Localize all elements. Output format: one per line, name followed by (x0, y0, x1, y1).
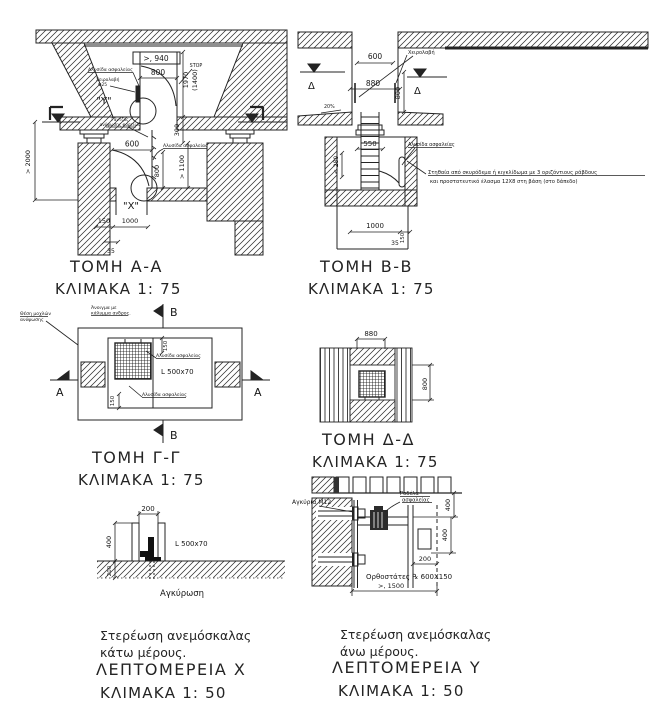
dim-200: 200 (418, 555, 432, 563)
section-aa-drawing (0, 10, 300, 260)
dim-slab-300: 300 (173, 123, 181, 137)
dim-room-opening: 600 (124, 139, 140, 149)
label-uprights: Ορθοστάτες ℞ 600Χ150 (366, 573, 453, 581)
stop-label: STOP (189, 64, 203, 69)
detail-y-drawing (290, 465, 540, 610)
dim-base-150: 150 (97, 217, 111, 225)
dim-550: 550 (363, 140, 377, 148)
dim-1000: 1000 (366, 222, 384, 230)
dim-height-total: 1970 (182, 71, 190, 89)
section-bb-scale: ΚΛΙΜΑΚΑ 1: 75 (308, 280, 435, 298)
dim-top-clear: >, 940 (143, 54, 169, 63)
section-a-marker-right: A (254, 386, 262, 399)
label-washer-1: Ροδέλα (400, 491, 419, 497)
section-aa-scale: ΚΛΙΜΑΚΑ 1: 75 (55, 280, 182, 298)
detail-y-caption-1: Στερέωση ανεμόσκαλας (340, 627, 492, 642)
dd-structure (320, 348, 412, 422)
dim-base-1000: 1000 (121, 217, 139, 225)
detail-x-title: ΛΕΠΤΟΜΕΡΕΙΑ Χ (96, 660, 247, 679)
section-dd-drawing (315, 325, 485, 440)
section-b-marker-top: B (170, 306, 178, 319)
detail-y-reference: "Υ" (96, 96, 112, 107)
dim-1500: >, 1500 (378, 582, 405, 590)
dim-280: < 280 (333, 155, 340, 175)
label-safety-chain: Αλυσίδα ασφαλείας (408, 143, 455, 148)
label-handle: Χειρολαβή (408, 50, 435, 56)
dim-150: 150 (400, 232, 406, 244)
detail-y-scale: ΚΛΙΜΑΚΑ 1: 50 (338, 682, 465, 700)
label-angle-profile: L 500x70 (161, 368, 194, 376)
bb-structure (298, 32, 648, 249)
bb-texts (308, 49, 597, 247)
section-delta-marker-left: Δ (308, 81, 315, 92)
label-safety-chain-upper: Αλυσίδα ασφαλείας (88, 68, 133, 73)
dim-top-opening: 800 (150, 68, 166, 77)
section-bb-title: ΤΟΜΗ Β-Β (320, 257, 414, 276)
label-anchoring: Αγκύρωση (160, 589, 205, 599)
label-washer-2: ασφαλείας (402, 497, 430, 504)
note-line-2: και προστατευτικό έλασμα 12Χ8 στη βάση (στο δάπεδο) (430, 179, 578, 185)
label-angle-profile: L 500x70 (175, 540, 208, 548)
section-b-marker-bottom: B (170, 429, 178, 442)
section-bb-drawing (295, 25, 653, 260)
dim-room-clear: > 1100 (178, 154, 186, 180)
detail-x-reference: "Χ" (122, 201, 140, 212)
section-dd-title: ΤΟΜΗ Δ-Δ (322, 430, 415, 449)
aa-structure (36, 30, 287, 255)
dim-880: 880 (365, 79, 381, 88)
section-dd-scale: ΚΛΙΜΑΚΑ 1: 75 (312, 453, 439, 471)
detail-x-caption-2: κάτω μέρους. (100, 645, 187, 660)
detail-x-drawing (60, 485, 295, 605)
aa-texts (24, 54, 208, 255)
section-cc-title: ΤΟΜΗ Γ-Γ (92, 448, 181, 467)
label-hook-1: Γάντζος (111, 117, 129, 122)
dim-400-b: 400 (441, 528, 449, 542)
label-chain-b: Αλυσίδα ασφαλείας (142, 393, 187, 398)
label-levers-2: ανύψωσης (20, 318, 44, 323)
dx-structure (97, 523, 285, 580)
label-opening-1: Άνοιγμα με (91, 306, 117, 311)
label-handle-1: Χειρολαβή (96, 78, 120, 83)
label-safety-chain-lower: Αλυσίδα ασφαλείας (163, 144, 208, 149)
dim-200-embed: 200 (107, 565, 113, 577)
dim-room-height: 800 (153, 164, 161, 178)
label-levers-1: Θέση μοχλών (20, 312, 51, 317)
dim-400-a: 400 (444, 498, 452, 512)
section-cc-scale: ΚΛΙΜΑΚΑ 1: 75 (78, 471, 205, 489)
dim-400: 400 (105, 535, 113, 549)
dim-150-bottom: 150 (110, 395, 116, 407)
section-aa-title: ΤΟΜΗ Α-Α (70, 257, 163, 276)
dy-structure (312, 477, 462, 588)
detail-x-scale: ΚΛΙΜΑΚΑ 1: 50 (100, 684, 227, 702)
note-line-1: Στηθαία από σκυρόδεμα ή κιγκλίδωμα με 3 οριζόντιους ράβδους (428, 170, 598, 176)
section-a-marker-left: A (56, 386, 64, 399)
dim-800: 800 (421, 377, 429, 391)
dim-800-right: 800 (394, 86, 402, 100)
label-slope: 20% (324, 105, 335, 110)
detail-y-caption-2: άνω μέρους. (340, 644, 419, 659)
cc-structure (50, 304, 270, 443)
label-chain-a: Αλυσίδα ασφαλείας (156, 354, 201, 359)
detail-x-caption-1: Στερέωση ανεμόσκαλας (100, 628, 252, 643)
dim-600: 600 (367, 52, 383, 61)
dim-left-clear: > 2000 (24, 149, 32, 175)
dim-base-35: 35 (107, 248, 115, 255)
section-delta-marker-right: Δ (414, 86, 421, 97)
dim-150-top: 150 (163, 340, 169, 352)
detail-y-title: ΛΕΠΤΟΜΕΡΕΙΑ Υ (332, 658, 482, 677)
label-hook-2: ανύψωσης φορτίων (99, 122, 141, 127)
label-anchors-m12: Αγκύρια Μ12 (292, 499, 332, 506)
label-opening-2: κάλυμμα ανδρος. (91, 311, 131, 317)
dx-texts (105, 505, 208, 599)
section-cc-drawing (15, 300, 305, 448)
dim-35: 35 (391, 240, 399, 247)
dim-200-top: 200 (141, 505, 155, 513)
dim-height-alt: (1400) (191, 69, 199, 91)
label-handle-2: Φ25 (98, 83, 108, 88)
dim-880: 880 (364, 330, 378, 338)
